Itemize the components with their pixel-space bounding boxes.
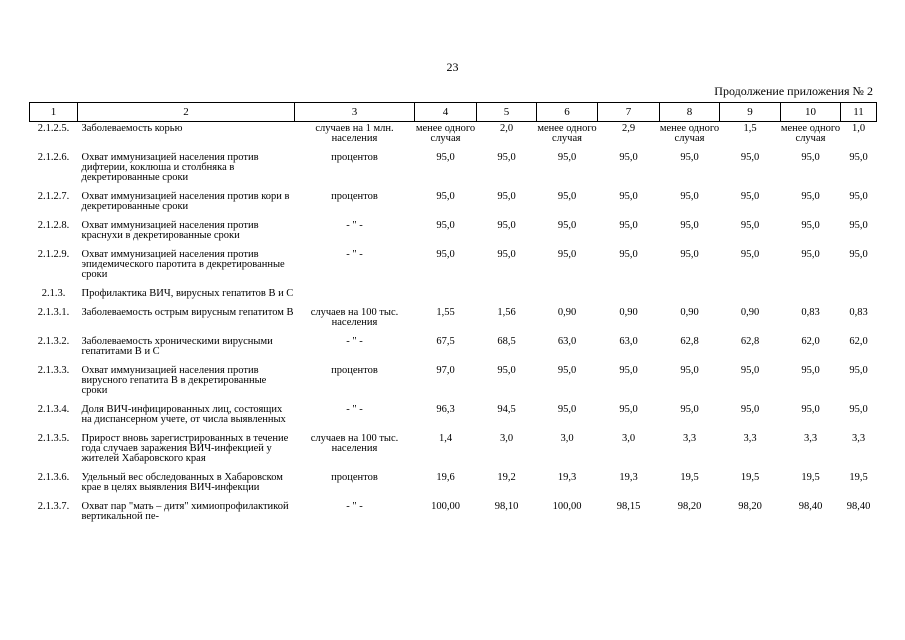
header-col-3: 3 bbox=[295, 103, 415, 122]
table-row bbox=[30, 403, 877, 432]
row-value: 95,0 bbox=[436, 191, 455, 202]
row-value: 95,0 bbox=[497, 191, 516, 202]
row-value: 95,0 bbox=[619, 365, 638, 376]
table-row bbox=[30, 287, 877, 306]
row-value: 98,10 bbox=[494, 501, 519, 512]
row-code: 2.1.3.7. bbox=[37, 501, 70, 512]
row-unit: случаев на 1 млн. населения bbox=[315, 123, 394, 144]
row-value: 19,5 bbox=[680, 472, 699, 483]
header-col-1: 1 bbox=[30, 103, 78, 122]
row-value: 98,15 bbox=[616, 501, 641, 512]
table-row bbox=[30, 500, 877, 529]
row-value: 0,90 bbox=[680, 307, 699, 318]
row-value: 95,0 bbox=[557, 365, 577, 376]
row-value: 95,0 bbox=[680, 404, 699, 415]
row-indicator-name: Охват иммунизацией населения против вирусного гепатита В в декретированные сроки bbox=[81, 365, 267, 396]
row-value: 2,9 bbox=[621, 123, 636, 134]
row-value: 95,0 bbox=[497, 220, 516, 231]
row-value: 96,3 bbox=[436, 404, 455, 415]
row-value: 95,0 bbox=[619, 404, 638, 415]
row-value: 95,0 bbox=[849, 365, 868, 376]
row-value: 95,0 bbox=[436, 152, 455, 163]
row-value: 95,0 bbox=[849, 152, 868, 163]
row-code: 2.1.2.9. bbox=[37, 249, 70, 260]
row-value: 0,90 bbox=[740, 307, 760, 318]
table-row bbox=[30, 335, 877, 364]
row-value: 95,0 bbox=[557, 191, 577, 202]
row-value: 95,0 bbox=[849, 191, 868, 202]
row-value: 95,0 bbox=[436, 220, 455, 231]
row-value bbox=[598, 287, 660, 306]
header-col-4: 4 bbox=[415, 103, 477, 122]
row-value: 3,0 bbox=[499, 433, 514, 444]
table-row bbox=[30, 364, 877, 403]
row-value: 95,0 bbox=[619, 249, 638, 260]
row-value: 19,3 bbox=[619, 472, 638, 483]
row-value: 95,0 bbox=[680, 365, 699, 376]
row-indicator-name: Доля ВИЧ-инфицированных лиц, состоящих на диспансерном учете, от числа выявленных bbox=[81, 404, 286, 425]
row-indicator-name: Заболеваемость острым вирусным гепатитом В bbox=[81, 307, 294, 318]
row-value: 95,0 bbox=[680, 249, 699, 260]
row-value: 19,2 bbox=[497, 472, 516, 483]
row-value: 3,3 bbox=[851, 433, 866, 444]
row-value bbox=[720, 287, 781, 306]
row-unit: случаев на 100 тыс. населения bbox=[310, 433, 399, 454]
row-indicator-name: Охват иммунизацией населения против дифтерии, коклюша и столбняка в декретированные сроки bbox=[81, 152, 259, 183]
row-code: 2.1.3.1. bbox=[37, 307, 70, 318]
row-unit: - " - bbox=[346, 501, 363, 512]
row-value: 1,5 bbox=[743, 123, 757, 134]
row-indicator-name: Охват иммунизацией населения против краснухи в декретированные сроки bbox=[81, 220, 259, 241]
row-value bbox=[415, 287, 477, 306]
row-value: 1,0 bbox=[851, 123, 866, 134]
row-value: 95,0 bbox=[801, 152, 820, 163]
row-code: 2.1.3.6. bbox=[37, 472, 70, 483]
row-value: 95,0 bbox=[801, 365, 820, 376]
header-col-6: 6 bbox=[537, 103, 598, 122]
row-value: 95,0 bbox=[740, 404, 760, 415]
header-col-7: 7 bbox=[598, 103, 660, 122]
row-indicator-name: Профилактика ВИЧ, вирусных гепатитов В и С bbox=[81, 288, 294, 299]
row-unit: процентов bbox=[331, 191, 378, 202]
row-value: 95,0 bbox=[680, 220, 699, 231]
row-value: 0,90 bbox=[619, 307, 638, 318]
table-row bbox=[30, 471, 877, 500]
row-value: 98,20 bbox=[738, 501, 762, 512]
row-value: 63,0 bbox=[619, 336, 638, 347]
row-value: 95,0 bbox=[740, 365, 760, 376]
page-number: 23 bbox=[446, 60, 459, 74]
row-code: 2.1.2.8. bbox=[37, 220, 70, 231]
row-value: менее одного случая bbox=[537, 123, 597, 144]
row-value: 62,8 bbox=[740, 336, 760, 347]
row-value: 95,0 bbox=[801, 404, 820, 415]
row-value: 94,5 bbox=[497, 404, 516, 415]
row-value: 95,0 bbox=[497, 152, 516, 163]
row-value: 0,90 bbox=[557, 307, 577, 318]
row-indicator-name: Охват иммунизацией населения против кори в декретированные сроки bbox=[81, 191, 290, 212]
row-code: 2.1.2.6. bbox=[37, 152, 70, 163]
row-value: 95,0 bbox=[801, 220, 820, 231]
table-row bbox=[30, 122, 877, 152]
header-col-8: 8 bbox=[660, 103, 720, 122]
row-value: 0,83 bbox=[849, 307, 868, 318]
row-value bbox=[537, 287, 598, 306]
row-value: 95,0 bbox=[557, 152, 577, 163]
row-value: 95,0 bbox=[680, 191, 699, 202]
data-table bbox=[29, 102, 877, 529]
row-value: 1,56 bbox=[497, 307, 516, 318]
row-value: 0,83 bbox=[801, 307, 820, 318]
row-unit bbox=[295, 287, 415, 306]
table-row bbox=[30, 248, 877, 287]
table-body bbox=[30, 122, 877, 530]
row-code: 2.1.2.5. bbox=[37, 123, 70, 134]
row-value: 98,40 bbox=[798, 501, 823, 512]
row-value bbox=[477, 287, 537, 306]
row-value: 100,00 bbox=[431, 501, 460, 512]
row-value: 19,6 bbox=[436, 472, 455, 483]
row-unit: процентов bbox=[331, 365, 378, 376]
row-indicator-name: Заболеваемость корью bbox=[81, 123, 183, 134]
row-value: 63,0 bbox=[557, 336, 577, 347]
row-value: 67,5 bbox=[436, 336, 455, 347]
row-value: 95,0 bbox=[740, 220, 760, 231]
row-value: 95,0 bbox=[557, 220, 577, 231]
header-col-5: 5 bbox=[477, 103, 537, 122]
row-value: 62,0 bbox=[849, 336, 868, 347]
row-value: 95,0 bbox=[849, 249, 868, 260]
row-value: 95,0 bbox=[740, 152, 760, 163]
row-code: 2.1.3. bbox=[41, 288, 66, 299]
row-value: 95,0 bbox=[619, 152, 638, 163]
header-col-10: 10 bbox=[781, 103, 841, 122]
row-value: 19,5 bbox=[849, 472, 868, 483]
row-value: менее одного случая bbox=[415, 123, 476, 144]
row-unit: процентов bbox=[331, 472, 378, 483]
header-col-2: 2 bbox=[78, 103, 295, 122]
row-indicator-name: Охват иммунизацией населения против эпидемического паротита в декретированные сроки bbox=[81, 249, 285, 280]
row-value: 1,4 bbox=[438, 433, 453, 444]
row-value: менее одного случая bbox=[659, 123, 720, 144]
row-code: 2.1.3.3. bbox=[37, 365, 70, 376]
row-value: 95,0 bbox=[619, 220, 638, 231]
row-value: 3,3 bbox=[803, 433, 818, 444]
row-indicator-name: Удельный вес обследованных в Хабаровском крае в целях выявления ВИЧ-инфекции bbox=[81, 472, 283, 493]
row-value: 1,55 bbox=[436, 307, 455, 318]
table-row bbox=[30, 432, 877, 471]
row-value bbox=[660, 287, 720, 306]
row-value: 3,3 bbox=[743, 433, 757, 444]
row-indicator-name: Заболеваемость хроническими вирусными гепатитами В и С bbox=[81, 336, 273, 357]
row-value: 68,5 bbox=[497, 336, 516, 347]
row-unit: - " - bbox=[346, 249, 363, 260]
row-value: 95,0 bbox=[680, 152, 699, 163]
row-value: менее одного случая bbox=[780, 123, 841, 144]
row-value: 95,0 bbox=[849, 404, 868, 415]
row-value: 19,5 bbox=[801, 472, 820, 483]
continuation-label: Продолжение приложения № 2 bbox=[714, 84, 873, 98]
table-row bbox=[30, 219, 877, 248]
row-value: 95,0 bbox=[557, 249, 577, 260]
row-unit: - " - bbox=[346, 336, 363, 347]
row-value: 19,5 bbox=[740, 472, 760, 483]
row-value: 62,0 bbox=[801, 336, 820, 347]
row-value: 95,0 bbox=[740, 249, 760, 260]
row-unit: - " - bbox=[346, 220, 363, 231]
row-value: 98,40 bbox=[846, 501, 871, 512]
row-value: 95,0 bbox=[436, 249, 455, 260]
header-col-11: 11 bbox=[841, 103, 877, 122]
row-value: 95,0 bbox=[740, 191, 760, 202]
row-value: 95,0 bbox=[497, 249, 516, 260]
row-value: 95,0 bbox=[801, 249, 820, 260]
row-code: 2.1.3.4. bbox=[37, 404, 70, 415]
row-value: 95,0 bbox=[497, 365, 516, 376]
row-indicator-name: Прирост вновь зарегистрированных в течение года случаев заражения ВИЧ-инфекцией у жителей Хабаровского края bbox=[81, 433, 289, 464]
row-unit: процентов bbox=[331, 152, 378, 163]
row-code: 2.1.3.5. bbox=[37, 433, 70, 444]
row-value: 62,8 bbox=[680, 336, 699, 347]
header-col-9: 9 bbox=[720, 103, 781, 122]
table-row bbox=[30, 190, 877, 219]
row-value: 100,00 bbox=[552, 501, 582, 512]
row-value: 98,20 bbox=[677, 501, 702, 512]
row-unit: - " - bbox=[346, 404, 363, 415]
row-value: 3,0 bbox=[560, 433, 574, 444]
row-unit: случаев на 100 тыс. населения bbox=[310, 307, 399, 328]
row-value bbox=[841, 287, 877, 306]
row-value: 3,0 bbox=[621, 433, 636, 444]
row-value: 95,0 bbox=[557, 404, 577, 415]
row-value: 2,0 bbox=[499, 123, 514, 134]
row-indicator-name: Охват пар "мать – дитя" химиопрофилактикой вертикальной пе- bbox=[81, 501, 289, 522]
row-code: 2.1.2.7. bbox=[37, 191, 70, 202]
header-row bbox=[30, 103, 877, 122]
table-row bbox=[30, 151, 877, 190]
row-value: 97,0 bbox=[436, 365, 455, 376]
row-value: 19,3 bbox=[557, 472, 577, 483]
table-row bbox=[30, 306, 877, 335]
row-value: 3,3 bbox=[682, 433, 697, 444]
row-value: 95,0 bbox=[801, 191, 820, 202]
row-code: 2.1.3.2. bbox=[37, 336, 70, 347]
row-value: 95,0 bbox=[849, 220, 868, 231]
row-value bbox=[781, 287, 841, 306]
row-value: 95,0 bbox=[619, 191, 638, 202]
